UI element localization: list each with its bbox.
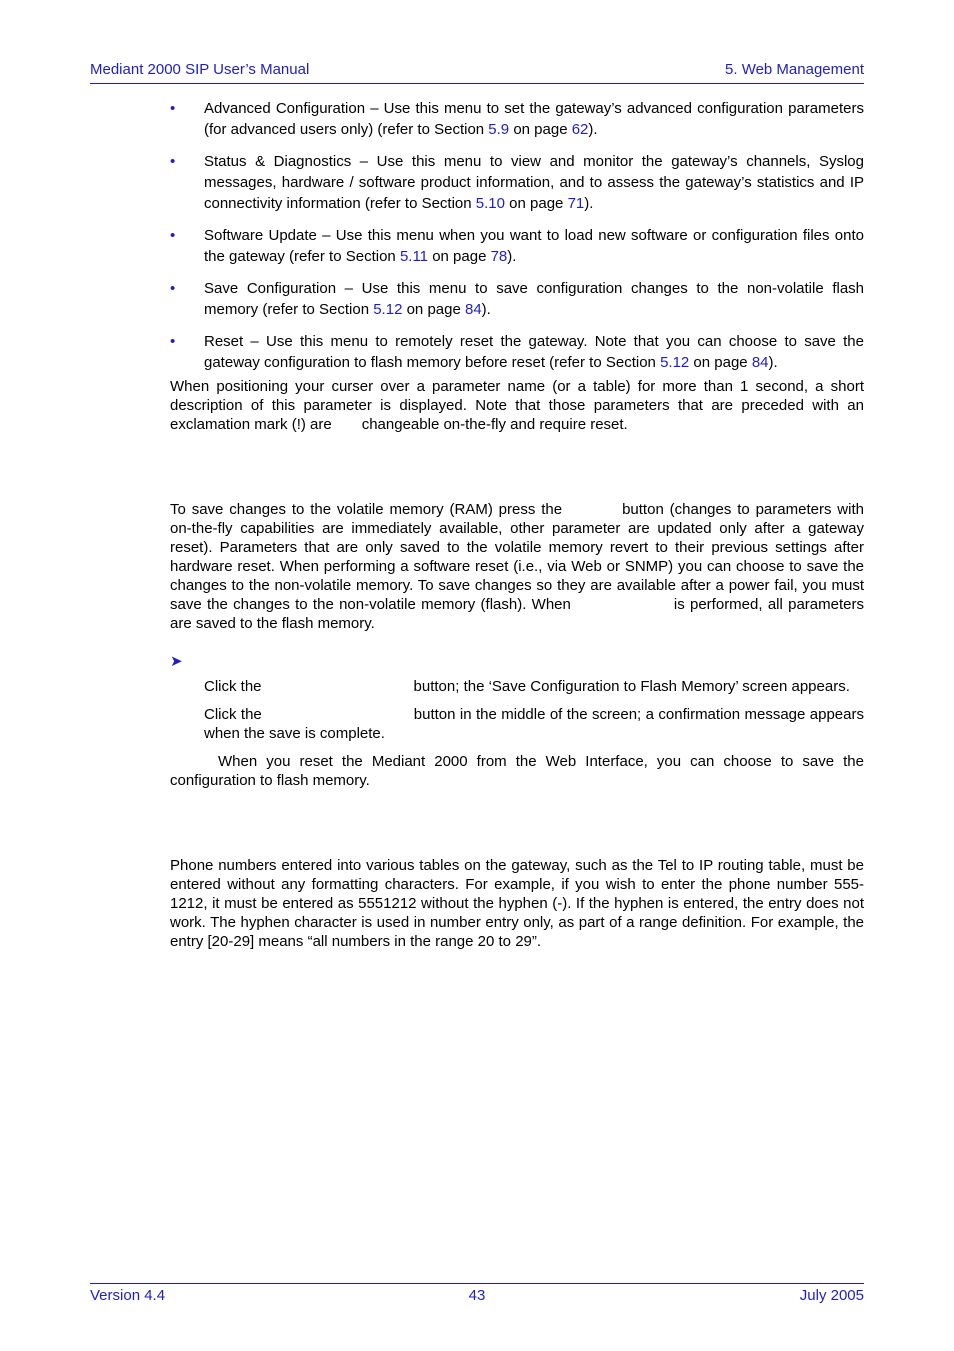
step-text: button in the middle of the screen; a confirmation message appears when the save is complete. bbox=[204, 706, 864, 742]
paragraph-text: To save changes to the volatile memory (RAM) press the bbox=[170, 501, 563, 518]
paragraph-text: When positioning your curser over a parameter name (or a table) for more than 1 second, a short description of this parameter is displayed. Note that those parameters that are preceded with an exclamation mark (!) are bbox=[170, 378, 864, 433]
procedure-arrow-icon: ➤ bbox=[170, 653, 183, 670]
page-link[interactable]: 84 bbox=[751, 354, 769, 371]
footer-date: July 2005 bbox=[799, 1287, 864, 1304]
bullet-text: ). bbox=[588, 121, 598, 138]
bullet-software-update bbox=[170, 225, 864, 267]
bullet-text: ). bbox=[768, 354, 778, 371]
footer-page-number: 43 bbox=[468, 1287, 486, 1304]
section-link[interactable]: 5.9 bbox=[488, 121, 510, 138]
paragraph-text: changeable on-the-fly and require reset. bbox=[361, 416, 628, 433]
parameter-tooltip-paragraph bbox=[170, 377, 864, 434]
bullet-dot-icon: • bbox=[170, 333, 176, 350]
step-text: button; the ‘Save Configuration to Flash Memory’ screen appears. bbox=[413, 678, 850, 695]
page-body bbox=[170, 98, 864, 951]
bullet-text: ). bbox=[481, 301, 491, 318]
bullet-text: Reset – Use this menu to remotely reset the gateway. Note that you can choose to save the gateway configuration to flash memory before reset (refer to Section bbox=[204, 333, 864, 371]
bullet-dot-icon: • bbox=[170, 280, 176, 297]
paragraph-text: button (changes to parameters with on-the-fly capabilities are immediately available, other parameter are updated only after a gateway reset). Parameters that are only saved to the volatile memory revert to their previous settings after hardware reset. When performing a software reset (i.e., via Web or SNMP) you can choose to save the changes to the non-volatile memory. To save changes so they are available after a power fail, you must save the changes to the non-volatile memory (flash). When bbox=[170, 501, 864, 613]
header-chapter-title: 5. Web Management bbox=[725, 61, 864, 78]
bullet-dot-icon: • bbox=[170, 227, 176, 244]
paragraph-text: Phone numbers entered into various tables on the gateway, such as the Tel to IP routing table, must be entered without any formatting characters. For example, if you wish to enter the phone number 555-1212, it must be entered as 5551212 without the hyphen (-). If the hyphen is entered, the entry does not work. The hyphen character is used in number entry only, as part of a range definition. For example, the entry [20-29] means “all numbers in the range 20 to 29”. bbox=[170, 857, 864, 950]
bullet-text: Status & Diagnostics – Use this menu to view and monitor the gateway’s channels, Syslog messages, hardware / software product information, and to assess the gateway’s statistics and IP connectivity information (refer to Section bbox=[204, 153, 864, 212]
footer-version: Version 4.4 bbox=[90, 1287, 166, 1304]
bullet-text: ). bbox=[584, 195, 594, 212]
bullet-text: on page bbox=[689, 354, 752, 371]
page-header bbox=[90, 61, 864, 84]
page-link[interactable]: 62 bbox=[571, 121, 589, 138]
section-link[interactable]: 5.12 bbox=[660, 354, 690, 371]
page-link[interactable]: 71 bbox=[567, 195, 585, 212]
bullet-text: ). bbox=[507, 248, 517, 265]
header-manual-title: Mediant 2000 SIP User’s Manual bbox=[90, 61, 310, 78]
bullet-text: on page bbox=[402, 301, 465, 318]
page-link[interactable]: 78 bbox=[490, 248, 508, 265]
step-text: Click the bbox=[204, 678, 262, 695]
phone-numbers-paragraph bbox=[170, 856, 864, 951]
bullet-reset bbox=[170, 331, 864, 373]
section-link[interactable]: 5.11 bbox=[399, 248, 429, 265]
page-link[interactable]: 84 bbox=[464, 301, 482, 318]
section-link[interactable]: 5.10 bbox=[475, 195, 505, 212]
section-link[interactable]: 5.12 bbox=[373, 301, 403, 318]
note-text: When you reset the Mediant 2000 from the Web Interface, you can choose to save the configuration to flash memory. bbox=[170, 753, 864, 789]
bullet-text: Advanced Configuration – Use this menu to set the gateway’s advanced configuration parameters (for advanced users only) (refer to Section bbox=[204, 100, 864, 138]
bullet-dot-icon: • bbox=[170, 153, 176, 170]
bullet-text: on page bbox=[428, 248, 491, 265]
page-footer bbox=[90, 1283, 864, 1308]
bullet-text: on page bbox=[509, 121, 572, 138]
bullet-save-configuration bbox=[170, 278, 864, 320]
save-changes-paragraph bbox=[170, 500, 864, 633]
bullet-text: Software Update – Use this menu when you want to load new software or configuration files onto the gateway (refer to Section bbox=[204, 227, 864, 265]
note-paragraph bbox=[170, 752, 864, 790]
step-1 bbox=[170, 677, 864, 696]
bullet-text: Save Configuration – Use this menu to save configuration changes to the non-volatile flash memory (refer to Section bbox=[204, 280, 864, 318]
step-2 bbox=[170, 705, 864, 743]
bullet-advanced-configuration bbox=[170, 98, 864, 140]
bullet-text: on page bbox=[505, 195, 568, 212]
paragraph-text: is performed, all parameters are saved to the flash memory. bbox=[170, 596, 864, 632]
bullet-status-diagnostics bbox=[170, 151, 864, 214]
step-text: Click the bbox=[204, 706, 262, 723]
bullet-dot-icon: • bbox=[170, 100, 176, 117]
